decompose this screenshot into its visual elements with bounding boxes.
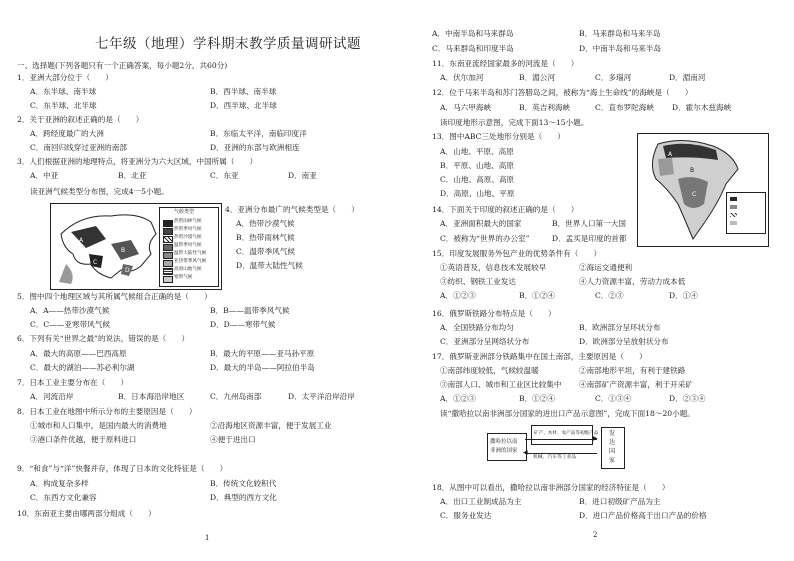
- q12-option-a[interactable]: A．马六甲海峡: [440, 103, 492, 112]
- question-17: 17．俄罗斯亚洲部分铁路集中在国土南部，主要原因是（ ）: [432, 352, 647, 361]
- question-6: 6．下列有关“世界之最”的说法，错误的是（ ）: [17, 334, 190, 343]
- q17-statement-4: ④南部矿产资源丰富，利于开采矿: [579, 380, 693, 389]
- q18-option-c[interactable]: C．服务业发达: [440, 511, 492, 520]
- page-number-2: 2: [593, 531, 598, 539]
- legend-label: 亚热带季风气候: [174, 259, 207, 264]
- import-goods-label: 机械、汽车等工业品: [533, 455, 577, 460]
- q3-option-d[interactable]: D．南亚: [288, 171, 317, 180]
- map-legend: [159, 207, 219, 287]
- question-8: 8．日本工业在地图中所示分布的主要原因是（ ）: [17, 407, 197, 416]
- q18-option-b[interactable]: B．进口初级矿产品为主: [579, 497, 661, 506]
- legend-label: 热带季风气候: [174, 227, 202, 232]
- map-label-a: A: [668, 151, 673, 158]
- q17-statement-2: ②南部地形平坦，有利于建铁路: [579, 366, 686, 375]
- q18-option-d[interactable]: D．进口产品价格高于出口产品的价格: [579, 511, 707, 520]
- q17-option-a[interactable]: A．①②③: [440, 394, 476, 403]
- developed-char-4: 家: [609, 457, 616, 464]
- q1-option-b[interactable]: B．西半球、南半球: [210, 87, 277, 96]
- q6-option-a[interactable]: A．最大的高原——巴西高原: [30, 349, 127, 358]
- reading-prompt-13-15: 读印度地形示意图，完成下面13～15小题。: [440, 118, 589, 127]
- legend-item: [163, 243, 217, 250]
- arrow-head-right-icon: ▶: [593, 435, 598, 442]
- question-12: 12．位于马来半岛和苏门答腊岛之间，被称为“海上生命线”的海峡是（ ）: [432, 88, 693, 97]
- legend-label: 温带大陆性气候: [174, 251, 207, 256]
- q17-statement-1: ①南部纬度较低，气候较温暖: [440, 366, 539, 375]
- question-15: 15．印度发展服务外包产业的优势条件有（ ）: [432, 249, 602, 258]
- q2-option-a[interactable]: A．跨经度最广的大洲: [30, 129, 104, 138]
- q8-statement-2: ②沿海地区资源丰富，便于发展工业: [210, 421, 332, 430]
- africa-box-line-2: 非洲的国家: [490, 448, 518, 454]
- q16-option-b[interactable]: B．欧洲部分呈环状分布: [579, 323, 661, 332]
- svg-text:B: B: [121, 247, 126, 254]
- q16-option-c[interactable]: C．亚洲部分呈网络状分布: [440, 337, 530, 346]
- legend-title: 气候类型: [174, 209, 195, 215]
- q13-option-d[interactable]: D．高原、山地、平原: [440, 189, 515, 198]
- q1-option-c[interactable]: C．东半球、北半球: [30, 101, 97, 110]
- q4-option-b[interactable]: B．热带雨林气候: [236, 233, 295, 242]
- q3-option-b[interactable]: B．北亚: [118, 171, 147, 180]
- legend-item: [163, 267, 217, 274]
- q16-option-a[interactable]: A．全国铁路分布均匀: [440, 323, 514, 332]
- question-13: 13．图中ABC三处地形分别是（ ）: [432, 132, 565, 141]
- q9-option-b[interactable]: B．传统文化较积代: [210, 479, 277, 488]
- q7-option-a[interactable]: A．河流沿岸: [30, 392, 74, 401]
- q12-option-c[interactable]: C．直布罗陀海峡: [595, 103, 654, 112]
- q3-option-c[interactable]: C．东亚: [210, 171, 239, 180]
- export-goods-box: [531, 425, 599, 445]
- legend-item: [163, 251, 217, 258]
- legend-swatch: [163, 276, 173, 283]
- svg-text:D: D: [125, 267, 130, 274]
- developed-countries-box: [601, 427, 625, 469]
- legend-label: 寒带气候: [174, 275, 193, 280]
- q10-option-b[interactable]: B．马来群岛和马来半岛: [579, 29, 661, 38]
- q5-option-c[interactable]: C．C——亚寒带风气候: [30, 320, 110, 329]
- q10-option-d[interactable]: D．中南半岛和马来半岛: [579, 44, 662, 53]
- page-number: 1: [205, 534, 210, 542]
- q15-statement-2: ②海运交通便利: [579, 263, 633, 272]
- q8-statement-1: ①城市和人口集中，是国内最大的消费地: [30, 421, 167, 430]
- india-map-legend: [726, 192, 766, 234]
- question-16: 16．俄罗斯铁路分布特点是（ ）: [432, 309, 556, 318]
- africa-countries-box: [487, 433, 527, 461]
- svg-text:A: A: [79, 237, 84, 244]
- question-7: 7．日本工业主要分布在（ ）: [17, 378, 129, 387]
- q11-option-c[interactable]: C．多瑙河: [595, 73, 632, 82]
- legend-swatch: [163, 244, 173, 251]
- q6-option-c[interactable]: C．最大的湖泊——苏必利尔湖: [30, 363, 135, 372]
- legend-swatch: [163, 236, 173, 243]
- q1-option-d[interactable]: D．西半球、北半球: [210, 101, 277, 110]
- q7-option-b[interactable]: B．日本海沿岸地区: [118, 392, 185, 401]
- legend-label: 热带沙漠气候: [174, 235, 202, 240]
- legend-swatch: [163, 260, 173, 267]
- q7-option-d[interactable]: D．太平洋沿岸沿岸: [288, 392, 355, 401]
- legend-label: 热带雨林气候: [174, 219, 202, 224]
- q4-option-a[interactable]: A．热带沙漠气候: [236, 219, 295, 228]
- q11-option-d[interactable]: D．湄南河: [669, 73, 706, 82]
- question-18: 18．从图中可以看出，撒哈拉以南非洲部分国家的经济特征是（ ）: [432, 483, 670, 492]
- question-9: 9．“和食”与“洋”快餐并存，体现了日本的文化特征是（ ）: [17, 464, 228, 473]
- q8-statement-3: ③港口条件优越，便于原料进口: [30, 435, 137, 444]
- q17-option-d[interactable]: D．②③④: [669, 394, 706, 403]
- export-goods-label: 矿产、木材、农产品等初级产品: [534, 431, 599, 436]
- q1-option-a[interactable]: A．东半球、南半球: [30, 87, 97, 96]
- q13-option-b[interactable]: B．平原、山地、高原: [440, 161, 514, 170]
- q12-option-b[interactable]: B．英吉利海峡: [519, 103, 571, 112]
- q17-option-c[interactable]: C．①③④: [595, 394, 632, 403]
- developed-char-3: 国: [609, 448, 616, 455]
- question-3: 3．人们根据亚洲的地理特点，将亚洲分为六大区域，中国所属（ ）: [17, 157, 258, 166]
- q14-option-c[interactable]: C．被称为“世界的办公室”: [440, 234, 530, 243]
- legend-item: [163, 219, 217, 226]
- q15-option-b[interactable]: B．①②④: [519, 291, 555, 300]
- page-2: [397, 0, 794, 561]
- q4-option-c[interactable]: C．温带季风气候: [236, 247, 295, 256]
- map-label-b: B: [690, 167, 695, 174]
- q9-option-d[interactable]: D．典型的西方文化: [210, 493, 277, 502]
- q9-option-c[interactable]: C．东西方文化兼容: [30, 493, 97, 502]
- q11-option-b[interactable]: B．湄公河: [519, 73, 555, 82]
- q9-option-a[interactable]: A．构成复杂多样: [30, 479, 89, 488]
- q3-option-a[interactable]: A．中亚: [30, 171, 59, 180]
- q2-option-c[interactable]: C．南回归线穿过亚洲的南部: [30, 143, 127, 152]
- question-10: 10．东南亚主要由哪两部分组成（ ）: [17, 509, 156, 518]
- legend-swatch: [163, 220, 173, 227]
- legend-item: [163, 227, 217, 234]
- q13-option-c[interactable]: C．山地、高原、高原: [440, 175, 515, 184]
- question-5: 5．图中四个地理区域与其所属气候组合正确的是（ ）: [17, 292, 212, 301]
- question-2: 2．关于亚洲的叙述正确的是（ ）: [17, 115, 144, 124]
- q15-statement-1: ①英语普及，信息技术发展较早: [440, 263, 547, 272]
- q15-statement-4: ④人力资源丰富，劳动力成本低: [579, 277, 686, 286]
- legend-item: [163, 235, 217, 242]
- import-arrow: [525, 453, 597, 454]
- q5-option-d[interactable]: D．D——寒带气候: [210, 320, 276, 329]
- q13-option-a[interactable]: A．山地、平原、高原: [440, 147, 514, 156]
- q10-option-c[interactable]: C．马来群岛和印度半岛: [432, 44, 514, 53]
- q2-option-b[interactable]: B．东临太平洋，南临印度洋: [210, 129, 307, 138]
- q10-option-a[interactable]: A．中南半岛和马来群岛: [432, 29, 514, 38]
- q14-option-d[interactable]: D．孟买是印度的首都: [552, 234, 627, 243]
- q14-option-a[interactable]: A．亚洲面积最大的国家: [440, 219, 522, 228]
- q15-statement-3: ③纺织、钢铁工业发达: [440, 277, 516, 286]
- q6-option-d[interactable]: D．最大的半岛——阿拉伯半岛: [210, 363, 315, 372]
- legend-item: [163, 259, 217, 266]
- q6-option-b[interactable]: B．最大的平原——亚马孙平原: [210, 349, 315, 358]
- question-1: 1．亚洲大部分位于（ ）: [17, 73, 113, 82]
- developed-char-2: 达: [609, 439, 616, 446]
- q17-option-b[interactable]: B．①②④: [519, 394, 555, 403]
- q5-option-a[interactable]: A．A——热带沙漠气候: [30, 306, 110, 315]
- india-terrain-map: [637, 133, 769, 247]
- q2-option-d[interactable]: D．亚洲的东部与欧洲相连: [210, 143, 300, 152]
- developed-char-1: 发: [609, 430, 616, 437]
- exam-title: 七年级（地理）学科期末教学质量调研试题: [95, 36, 361, 52]
- question-11: 11．东南亚流经国家最多的河流是（ ）: [432, 59, 579, 68]
- africa-trade-diagram: [487, 423, 637, 475]
- question-4: 4．亚洲分布最广的气候类型是（ ）: [225, 205, 359, 214]
- legend-item: [163, 275, 217, 282]
- q14-option-b[interactable]: B．世界人口第一大国: [552, 219, 626, 228]
- q18-option-a[interactable]: A．出口工业制成品为主: [440, 497, 522, 506]
- legend-swatch: [163, 268, 173, 275]
- q5-option-b[interactable]: B．B——温带季风气候: [210, 306, 290, 315]
- q15-option-c[interactable]: C．②③: [595, 291, 624, 300]
- legend-label: 高原山地气候: [174, 267, 202, 272]
- q12-option-d[interactable]: D．霍尔木兹海峡: [672, 103, 732, 112]
- legend-swatch: [163, 228, 173, 235]
- q17-statement-3: ③南部人口、城市和工业区比较集中: [440, 380, 562, 389]
- map-label-c: C: [692, 191, 697, 198]
- arrow-head-left-icon: ◀: [523, 449, 528, 456]
- reading-prompt-18-20: 读“撒哈拉以南非洲部分国家的进出口产品示意图”，完成下面18～20小题。: [440, 409, 695, 418]
- q7-option-c[interactable]: C．九州岛南部: [210, 392, 262, 401]
- q15-option-d[interactable]: D．①④: [669, 291, 698, 300]
- q16-option-d[interactable]: D．欧洲部分呈放射状分布: [579, 337, 669, 346]
- legend-label: 温带季风气候: [174, 243, 202, 248]
- section-1-heading: 一、选择题(下列各题只有一个正确答案，每小题2分，共60分): [17, 61, 228, 70]
- legend-swatch: [163, 252, 173, 259]
- export-arrow: [525, 439, 597, 440]
- svg-text:C: C: [93, 259, 98, 266]
- question-14: 14．下面关于印度的叙述正确的是（ ）: [432, 205, 579, 214]
- asia-climate-map: [50, 203, 222, 290]
- q11-option-a[interactable]: A．伏尔加河: [440, 73, 484, 82]
- q8-statement-4: ④便于进出口: [210, 435, 256, 444]
- reading-prompt-4-5: 读亚洲气候类型分布图，完成4一5小题。: [30, 187, 169, 196]
- q15-option-a[interactable]: A．①②③: [440, 291, 476, 300]
- q4-option-d[interactable]: D．温带大陆性气候: [236, 261, 303, 270]
- africa-box-line-1: 撒哈拉以南: [490, 439, 518, 445]
